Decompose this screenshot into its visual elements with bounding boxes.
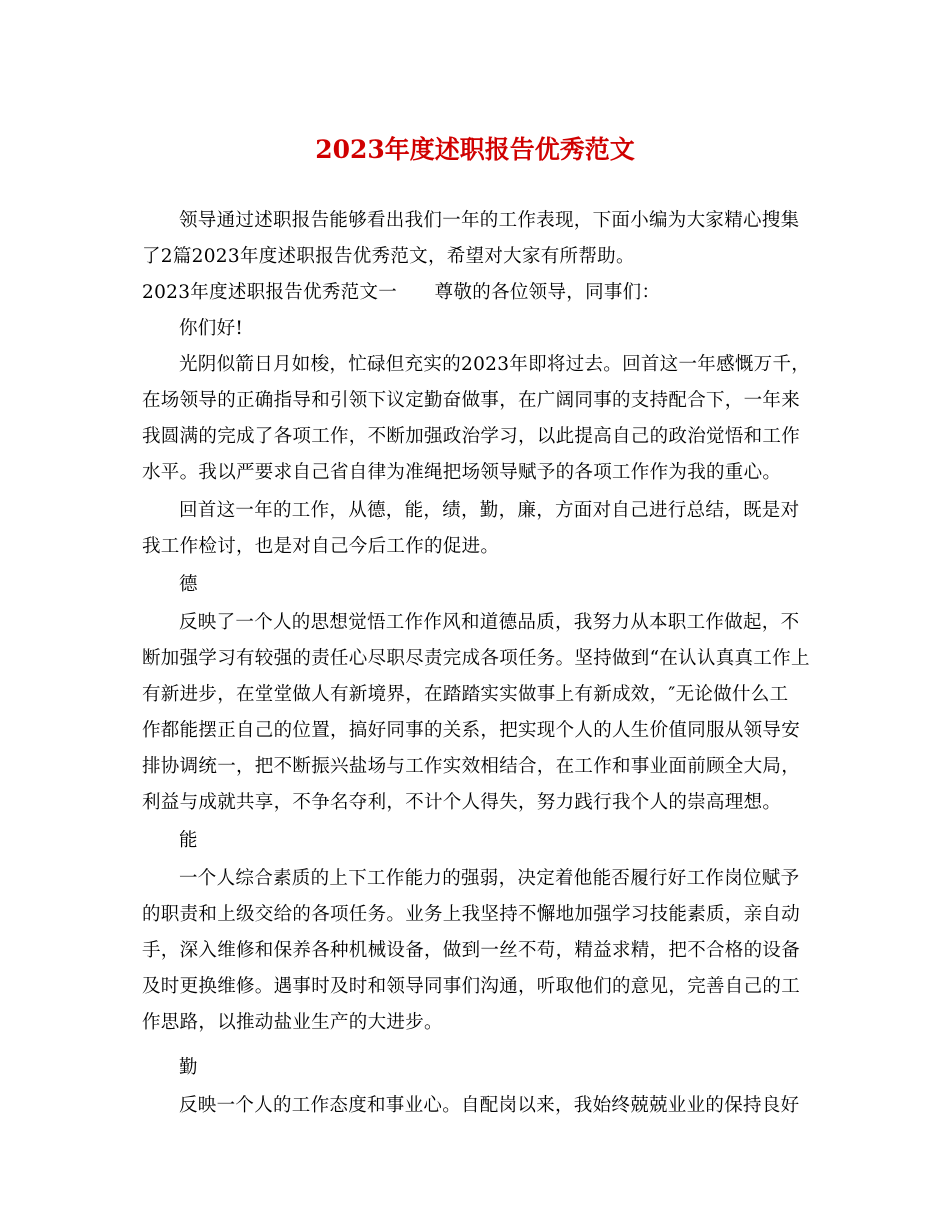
paragraph-line: 领导通过述职报告能够看出我们一年的工作表现，下面小编为大家精心搜集 — [179, 210, 800, 231]
paragraph-line: 排协调统一，把不断振兴盐场与工作实效相结合，在工作和事业面前顾全大局， — [142, 756, 801, 777]
paragraph-line: 及时更换维修。遇事时及时和领导同事们沟通，听取他们的意见，完善自己的工 — [142, 976, 801, 997]
paragraph-line: 我工作检讨，也是对自己今后工作的促进。 — [142, 536, 500, 557]
paragraph-line: 你们好! — [179, 318, 244, 339]
paragraph-line: 作思路，以推动盐业生产的大进步。 — [142, 1012, 443, 1033]
paragraph-line: 一个人综合素质的上下工作能力的强弱，决定着他能否履行好工作岗位赋予 — [179, 868, 800, 889]
section-heading-qin: 勤 — [179, 1057, 198, 1078]
document-title: 2023年度述职报告优秀范文 — [315, 135, 635, 164]
paragraph-line: 水平。我以严要求自己省自律为准绳把场领导赋予的各项工作作为我的重心。 — [142, 462, 782, 483]
paragraph-line: 在场领导的正确指导和引领下议定勤奋做事，在广阔同事的支持配合下，一年来 — [142, 390, 801, 411]
document-body — [142, 203, 811, 1124]
paragraph-line: 反映了一个人的思想觉悟工作作风和道德品质，我努力从本职工作做起，不 — [179, 612, 800, 633]
paragraph-line: 有新进步，在堂堂做人有新境界，在踏踏实实做事上有新成效，″无论做什么工 — [142, 684, 789, 705]
paragraph-line: 回首这一年的工作，从德，能，绩，勤，廉，方面对自己进行总结，既是对 — [179, 500, 800, 521]
paragraph-line: 断加强学习有较强的责任心尽职尽责完成各项任务。坚持做到“在认认真真工作上 — [142, 648, 810, 669]
paragraph-line: 2023年度述职报告优秀范文一 尊敬的各位领导，同事们： — [142, 282, 661, 303]
paragraph-line: 光阴似箭日月如梭，忙碌但充实的2023年即将过去。回首这一年感慨万千， — [179, 354, 811, 375]
paragraph-line: 利益与成就共享，不争名夺利，不计个人得失，努力践行我个人的崇高理想。 — [142, 792, 782, 813]
paragraph-line: 我圆满的完成了各项工作，不断加强政治学习，以此提高自己的政治觉悟和工作 — [142, 426, 801, 447]
paragraph-line: 的职责和上级交给的各项任务。业务上我坚持不懈地加强学习技能素质，亲自动 — [142, 904, 801, 925]
paragraph-line: 反映一个人的工作态度和事业心。自配岗以来，我始终兢兢业业的保持良好 — [179, 1095, 800, 1116]
paragraph-line: 手，深入维修和保养各种机械设备，做到一丝不苟，精益求精，把不合格的设备 — [142, 940, 801, 961]
paragraph-line: 作都能摆正自己的位置，搞好同事的关系，把实现个人的人生价值同服从领导安 — [142, 720, 801, 741]
paragraph-line: 了2篇2023年度述职报告优秀范文，希望对大家有所帮助。 — [142, 246, 635, 267]
section-heading-de: 德 — [179, 574, 198, 595]
section-heading-neng: 能 — [179, 830, 198, 851]
